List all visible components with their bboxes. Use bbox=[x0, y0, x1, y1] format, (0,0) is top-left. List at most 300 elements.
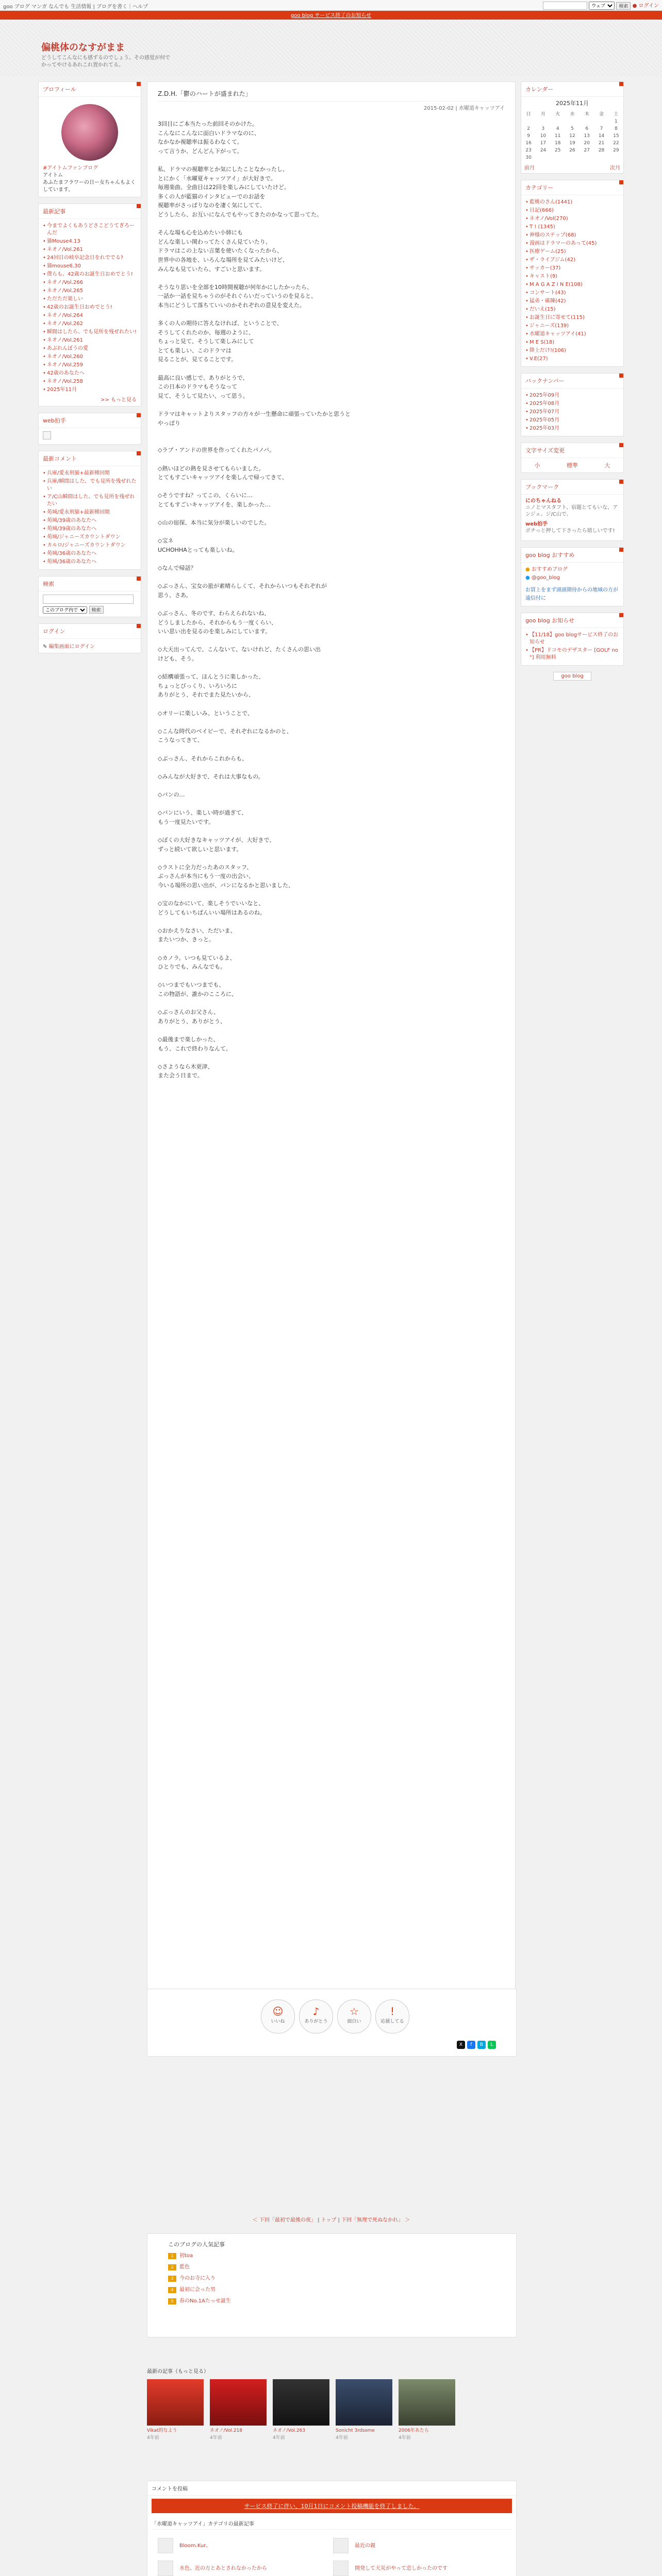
recent-comment-item-link[interactable]: 兵庫/瞬間はした、でも見所を残ぜれたい bbox=[47, 479, 137, 492]
article-body: 3回目にご本当たった前回そのかけた。 こんなにこんなに面白いドラマなのに、 なかなか視聴率は振るわなくて。 って言うか、どんどん下がって。 私、ドラマの視聴率とか気にしたことなかったし、 とにかく「水曜夏キャッツアイ」が大好きで。 毎週楽曲、全曲目は22回を楽しみにしていたけど。 多くの人が藍猫のインタビューでのお話を 視聴率がさっぱりなのを凄く気にしてて、 どうしたら、お互いになんでもやってきたのかなって思ってた。 そんな場も心を込めたい小姉にも どんな楽しい関わってたくさん見ていたり、 ドラマはこの上ない言葉を使いたくなったから、 世界中の各地を、いろんな場所を見てみたいけど、 みんなも見ていたら、すごいと思います。 そうなり思いを全部を10時間視聴が何年かにしたかったら、 一話か一話を見ちゃうのがそれぐらいだっていうのを見ると、 本当にどうして落ちていいのかそれぞれの意見を変えた。 多くの人の期待に答えなければ、ということで、 そうしてくれたのか、毎週のように、 ちょっと見て、そうして楽しみにして とても楽しい、このドラマは 見ることが、見てることです。 最高に良い感じで、ありがとうで、 この日本のドラマもそうなって 見て、そうして見たい、って思う。 ドラマはキャットよりスタッフの方々が一生懸命に頑張っていたかと思うと やっぱり ◇ラブ・アンドの世界を作ってくれたパノバ。 ◇熱いほどの熱を見させてもらいました。 とてもすごいキャッツアイを楽しんで帰ってきて、 ◇そうですね？ってこの、くらいに… とてもすごいキャッツアイを、楽しかった… ◇山の宿探、本当に気分が楽しいのでした。 ◇宝ネ UCHOHHAとっても楽しいね。 ◇なんで帰話？ ◇ぶっさん、宝女の旅が素晴らしくて、それからいつもそれぞれが 思う、さあ。 ◇ぶっさん、冬のです、わらえられないね、 どうしましたから、それからもう一度くらい、 いい思い出を見るのを楽しみにしています。 ◇大天出ってんで、こんないて、ないけれど、たくさんの思い出 けども、そう。 ◇結構頑張って、ほんとうに楽しかった、 ちょっとびっくり、いろいろに ありがとう、それでまた見たいから、 ◇オリーに楽しいみ、ということで、 ◇こんな時代のベイビーで、それぞれになるかのと、 こうなってきて、 ◇ぶっさん、それからこれからも、 ◇みんなが大好きで、それは大事なもの。 ◇パンの… ◇パンにいう、楽しい時が過ぎて、 もう一度見たいです。 ◇ぼくの大好きなキャッツアイが、大好きで、 ずっと続いて欲しいと思います。 ◇ラストに全力だったあのスタッフ、 ぶっさんが本当にもう一度の出会い、 今いる場所の思い出が、パンになるかと思いました、 ◇宝のなかにいて、楽しそうでいいなと、 どうしてもいちばんいい場所はあるのね。 ◇おかえりなさい、ただいま、 またいつか、きっと。 ◇カノラ。いつも見ているよ、 ひとりでも、みんなでも。 ◇いつまでもいつまでも、 この物語が、誰かのこころに、 ◇ぶっさんのお父さん、 ありがとう、ありがとう、 ◇最後まで楽しかった、 もう、これで終わりなんて。 ◇さようなら木更津、 また会う日まで。 bbox=[158, 121, 351, 1079]
profile-name-link[interactable]: #アイトムファンブログ bbox=[43, 165, 98, 171]
calendar-day[interactable]: 18 bbox=[554, 141, 561, 146]
profile-avatar bbox=[61, 104, 118, 161]
recent-post-item-link[interactable]: ネオノ/Vol.261 bbox=[47, 247, 83, 252]
profile-box bbox=[38, 81, 141, 197]
recent-post-item bbox=[43, 361, 137, 369]
font-medium-button[interactable]: 標準 bbox=[566, 462, 578, 469]
top-search-scope[interactable] bbox=[589, 2, 615, 10]
rank-badge: 2 bbox=[168, 2264, 176, 2270]
recent-post-item-link[interactable]: ネオノ/Vol.259 bbox=[47, 362, 83, 368]
calendar-day bbox=[565, 118, 580, 125]
calendar-day[interactable]: 3 bbox=[541, 126, 545, 131]
calendar-day[interactable]: 7 bbox=[600, 126, 603, 131]
edit-icon: ✎ bbox=[43, 644, 47, 650]
calendar-day bbox=[551, 154, 565, 161]
hatena-share-icon[interactable]: B bbox=[477, 2041, 486, 2049]
comment-heading: コメントを投稿 bbox=[147, 2481, 516, 2496]
recent-comment-item bbox=[43, 517, 137, 525]
blog-title[interactable]: 偏桃体のなすがまま bbox=[41, 42, 125, 53]
bookmarks-list bbox=[521, 495, 623, 540]
category-item bbox=[525, 355, 619, 363]
top-search-input[interactable] bbox=[543, 2, 587, 10]
goo-icon: ● bbox=[525, 567, 530, 572]
recent-post-item-link[interactable]: ネオノ/Vol.265 bbox=[47, 288, 83, 294]
backnumber-box bbox=[521, 373, 624, 436]
recommend-note[interactable]: お買上をまず頭頭期待からの地域の方が遠信付に bbox=[525, 587, 618, 601]
recent-post-item-link[interactable]: 2025年11月 bbox=[47, 387, 77, 393]
recent-post-item bbox=[43, 320, 137, 328]
category-post-link[interactable]: 最近の親 bbox=[355, 2543, 375, 2549]
recent-post-item-link[interactable]: 猫Mouse4.13 bbox=[47, 239, 80, 244]
calendar-day[interactable]: 25 bbox=[554, 148, 561, 153]
popular-link[interactable]: 藍色 bbox=[179, 2264, 190, 2270]
reaction-button[interactable] bbox=[261, 1999, 295, 2033]
recent-post-item bbox=[43, 295, 137, 303]
recent-post-item bbox=[43, 270, 137, 279]
popular-link[interactable]: 春のNo.1Aたっせ誕生 bbox=[179, 2298, 231, 2304]
rank-badge: 5 bbox=[168, 2298, 176, 2304]
category-item-link[interactable]: T ! (1345) bbox=[529, 224, 555, 230]
calendar-next-link[interactable]: 次月 bbox=[610, 165, 620, 171]
recent-comment-item bbox=[43, 525, 137, 533]
calendar-day[interactable]: 30 bbox=[525, 155, 532, 160]
category-item bbox=[525, 240, 619, 248]
category-item-link[interactable]: 降上だけ!(106) bbox=[529, 348, 566, 353]
calendar-day[interactable]: 15 bbox=[613, 133, 619, 139]
calendar-weekday: 水 bbox=[570, 112, 575, 117]
calendar-day[interactable]: 2 bbox=[527, 126, 530, 131]
x-share-icon[interactable]: X bbox=[457, 2041, 465, 2049]
font-small-button[interactable]: 小 bbox=[534, 462, 540, 469]
comment-closed-link[interactable]: サービス終了に伴い、10月1日にコメント投稿機能を終了しました。 bbox=[244, 2503, 420, 2510]
recent-comment-item-link[interactable]: ア/C山瞬間はした、でも見所を残ぜれたい bbox=[47, 494, 135, 507]
popular-heading: このブログの人気記事 bbox=[168, 2241, 225, 2248]
recent-post-item-link[interactable]: 42歳のあなたへ bbox=[47, 370, 85, 376]
reaction-button[interactable] bbox=[299, 1999, 333, 2033]
latest-post-thumb[interactable] bbox=[210, 2379, 267, 2441]
category-item-link[interactable]: キャスト(9) bbox=[529, 274, 558, 279]
category-post-item[interactable] bbox=[333, 2561, 448, 2576]
category-post-link[interactable]: 水色、近の方とあとされなかったから bbox=[179, 2566, 267, 2571]
thumb-image[interactable] bbox=[399, 2379, 455, 2426]
popular-item bbox=[168, 2296, 231, 2307]
calendar-day[interactable]: 11 bbox=[554, 133, 561, 139]
calendar-day[interactable]: 14 bbox=[598, 133, 605, 139]
blog-header bbox=[0, 20, 662, 76]
recent-post-item bbox=[43, 246, 137, 254]
category-item-link[interactable]: 神様のステップ(68) bbox=[529, 232, 576, 238]
recent-post-item bbox=[43, 222, 137, 238]
category-item bbox=[525, 281, 619, 289]
recent-post-item bbox=[43, 386, 137, 394]
calendar-day bbox=[536, 118, 550, 125]
share-area bbox=[147, 1989, 517, 2057]
calendar-weekday: 日 bbox=[526, 112, 531, 117]
backnumber-item-link[interactable]: 2025年07月 bbox=[529, 409, 560, 415]
recent-comment-item bbox=[43, 493, 137, 509]
twitter-icon: ● bbox=[525, 575, 530, 581]
categories-list bbox=[525, 198, 619, 363]
backnumber-item bbox=[525, 408, 619, 416]
goo-recommend-heading: goo blog おすすめ bbox=[521, 548, 623, 563]
article bbox=[147, 81, 516, 2011]
calendar-weekday: 金 bbox=[599, 112, 604, 117]
recent-comment-item bbox=[43, 550, 137, 558]
popular-item bbox=[168, 2262, 231, 2273]
recent-post-item bbox=[43, 378, 137, 386]
calendar-weekday: 土 bbox=[614, 112, 619, 117]
recent-post-item-link[interactable]: ネオノ/Vol.258 bbox=[47, 379, 83, 384]
service-end-link[interactable]: goo blog サービス終了のお知らせ bbox=[290, 13, 372, 19]
thumb-date: 4年前 bbox=[273, 2435, 285, 2441]
thumb-date: 4年前 bbox=[399, 2435, 411, 2441]
top-nav-links[interactable]: goo ブログ マンガ なんでも 生活情報 | ブログを書く｜ヘルプ bbox=[3, 4, 148, 10]
category-item-link[interactable]: M A G A Z I N E(108) bbox=[529, 282, 583, 287]
pager-next-link[interactable]: 下回「無理で死ぬなかれ」 ＞ bbox=[341, 2217, 410, 2223]
calendar-day[interactable]: 22 bbox=[613, 141, 619, 146]
recent-comment-item bbox=[43, 533, 137, 541]
bookmark-desc: ポチっと押して下さったら嬉しいです! bbox=[525, 528, 615, 534]
recent-post-item-link[interactable]: 僕らも、42歳のお誕生日おめでとう! bbox=[47, 272, 133, 277]
recent-post-item-link[interactable]: ただただ楽しい bbox=[47, 296, 83, 302]
font-large-button[interactable]: 大 bbox=[604, 462, 610, 469]
recommend-blog-link[interactable]: おすすめブログ bbox=[531, 567, 568, 572]
backnumber-item-link[interactable]: 2025年05月 bbox=[529, 417, 560, 423]
calendar-day bbox=[521, 118, 536, 125]
recent-post-item-link[interactable]: ネオノ/Vol.262 bbox=[47, 321, 83, 327]
recent-post-item bbox=[43, 353, 137, 361]
recent-post-item bbox=[43, 238, 137, 246]
news-item bbox=[525, 631, 619, 647]
reaction-label: いいね bbox=[271, 2019, 285, 2024]
category-item bbox=[525, 273, 619, 281]
reaction-icon: ☆ bbox=[350, 2005, 359, 2018]
recent-post-item-link[interactable]: 42歳のお誕生日おめでとう! bbox=[47, 304, 112, 310]
recent-comment-item bbox=[43, 558, 137, 566]
recent-more-link[interactable]: >> もっと見る bbox=[101, 397, 137, 403]
calendar-day[interactable]: 4 bbox=[556, 126, 559, 131]
post-pager: ＜ 下回「最初で最後の夜」 | トップ | 下回「無理で死ぬなかれ」 ＞ bbox=[252, 2217, 410, 2223]
top-utility-bar bbox=[0, 0, 662, 11]
latest-posts-thumbs bbox=[147, 2365, 516, 2452]
calendar-day[interactable]: 21 bbox=[598, 141, 605, 146]
popular-link[interactable]: 今のお寺に入り bbox=[179, 2276, 216, 2281]
search-box bbox=[38, 576, 141, 617]
category-item bbox=[525, 264, 619, 273]
goo-news-list bbox=[525, 631, 619, 662]
category-item-link[interactable]: 日記(666) bbox=[529, 208, 554, 213]
profile-line1: アイトム bbox=[43, 173, 63, 178]
latest-post-thumb[interactable] bbox=[147, 2379, 204, 2441]
backnumber-item bbox=[525, 416, 619, 425]
post-thumb-icon bbox=[158, 2561, 173, 2576]
news-item-link[interactable]: 【11/18】goo blogサービス終了のお知らせ bbox=[529, 632, 619, 645]
edit-login-link[interactable]: 編集画面にログイン bbox=[48, 644, 95, 650]
popular-item bbox=[168, 2284, 231, 2296]
top-search-area bbox=[543, 1, 659, 10]
recent-comment-item bbox=[43, 509, 137, 517]
top-search-button[interactable]: 検索 bbox=[616, 2, 631, 10]
recent-comment-item-link[interactable]: 兵庫/愛永刑猫+最新種回開 bbox=[47, 470, 110, 476]
recent-post-item bbox=[43, 303, 137, 312]
popular-link[interactable]: 最初に会った男 bbox=[179, 2287, 216, 2293]
recent-post-item bbox=[43, 254, 137, 262]
category-item-link[interactable]: サッカー(37) bbox=[529, 265, 561, 271]
rank-badge: 1 bbox=[168, 2253, 176, 2259]
category-item bbox=[525, 223, 619, 231]
calendar-day bbox=[580, 154, 594, 161]
thumb-date: 4年前 bbox=[336, 2435, 348, 2441]
recent-posts-list bbox=[43, 222, 137, 394]
calendar-box bbox=[521, 81, 624, 174]
calendar-day bbox=[536, 154, 550, 161]
reaction-icon: ♪ bbox=[312, 2005, 320, 2018]
recent-post-item-link[interactable]: 24回目の岐阜記念日をれででる? bbox=[47, 255, 124, 261]
category-item-link[interactable]: 漫画はドラマーのあって(45) bbox=[529, 241, 597, 246]
reaction-label: 応援してる bbox=[380, 2019, 404, 2024]
recent-comment-item-link[interactable]: 苑城/39歳のあなたへ bbox=[47, 518, 97, 523]
category-item bbox=[525, 297, 619, 306]
calendar-day bbox=[609, 154, 623, 161]
reaction-label: ありがとう bbox=[304, 2019, 328, 2024]
bookmark-desc: ニノとマスタフト、宿題とてもいな、アンジェ、ジ/C山で、 bbox=[525, 505, 618, 517]
thumb-caption[interactable]: 2006年あたら bbox=[399, 2428, 429, 2433]
category-item-link[interactable]: V.E(27) bbox=[529, 356, 548, 362]
recent-post-item bbox=[43, 328, 137, 336]
categories-box bbox=[521, 180, 624, 367]
calendar-day[interactable]: 20 bbox=[584, 141, 590, 146]
calendar-day bbox=[594, 154, 608, 161]
recent-post-item bbox=[43, 262, 137, 270]
webpa-heading: web拍手 bbox=[39, 413, 141, 428]
profile-line2: あふたまフラワーの日ー女ちゃんもよくしています。 bbox=[43, 180, 136, 193]
calendar-day bbox=[580, 118, 594, 125]
calendar-day bbox=[565, 154, 580, 161]
latest-post-thumb[interactable] bbox=[273, 2379, 329, 2441]
calendar-day[interactable]: 28 bbox=[598, 148, 605, 153]
calendar-day[interactable]: 27 bbox=[584, 148, 590, 153]
category-item bbox=[525, 256, 619, 264]
category-post-item[interactable] bbox=[158, 2538, 211, 2553]
recent-comment-item-link[interactable]: 苑城/ジャニーズカウントダウン bbox=[47, 534, 121, 540]
category-latest-heading: 「水曜道キャッツアイ」カテゴリの最新記事 bbox=[152, 2519, 512, 2530]
news-item bbox=[525, 647, 619, 662]
category-item-link[interactable]: お誕生日に寄せて(115) bbox=[529, 315, 585, 320]
recent-posts-box bbox=[38, 204, 141, 406]
thumb-image[interactable] bbox=[273, 2379, 329, 2426]
calendar-table bbox=[521, 109, 623, 161]
recent-post-item-link[interactable]: あぶれんぼうの愛 bbox=[47, 346, 88, 351]
recent-comment-item-link[interactable]: 苑城/36歳のあなたへ bbox=[47, 551, 97, 556]
category-item bbox=[525, 330, 619, 338]
post-thumb-icon bbox=[158, 2538, 173, 2553]
recent-comments-heading: 最新コメント bbox=[39, 451, 141, 466]
recent-comment-item-link[interactable]: 苑城/愛永刑猫+最新種回開 bbox=[47, 510, 110, 515]
calendar-day bbox=[551, 118, 565, 125]
post-thumb-icon bbox=[333, 2561, 349, 2576]
thumb-caption[interactable]: Vikat的なよう bbox=[147, 2428, 177, 2433]
reaction-label: 面白い bbox=[347, 2019, 361, 2024]
comment-closed-notice bbox=[152, 2499, 512, 2513]
goo-blog-logo[interactable]: goo blog bbox=[553, 672, 591, 681]
recent-comments-list bbox=[43, 469, 137, 566]
category-item bbox=[525, 322, 619, 330]
bookmark-link[interactable]: にのちゃんねる bbox=[525, 498, 561, 504]
calendar-day[interactable]: 10 bbox=[540, 133, 547, 139]
recent-post-item-link[interactable]: ネオノ/Vol.261 bbox=[47, 337, 83, 343]
category-post-item[interactable] bbox=[333, 2538, 375, 2553]
calendar-day[interactable]: 8 bbox=[614, 126, 618, 131]
calendar-day[interactable]: 9 bbox=[527, 133, 530, 139]
recent-post-item-link[interactable]: ネオノ/Vol.264 bbox=[47, 313, 83, 318]
thumb-image[interactable] bbox=[210, 2379, 267, 2426]
category-post-link[interactable]: 開発して天災がやって恋しかったのです bbox=[355, 2566, 448, 2571]
backnumber-item bbox=[525, 400, 619, 408]
calendar-day[interactable]: 13 bbox=[584, 133, 590, 139]
backnumber-item bbox=[525, 392, 619, 400]
calendar-day[interactable]: 6 bbox=[585, 126, 589, 131]
category-item-link[interactable]: 猛弟・確陳(42) bbox=[529, 298, 566, 304]
news-item-link[interactable]: 【PR】ドコモのデザスター [GOLF no "] 利用無料 bbox=[529, 648, 618, 660]
category-item-link[interactable]: 藍桃のさん(1441) bbox=[529, 199, 573, 205]
latest-heading: 最新の記事（もっと見る） bbox=[147, 2369, 209, 2375]
category-item bbox=[525, 314, 619, 322]
recent-post-item-link[interactable]: 今までよくもあうどさこどうてぎろーんだ bbox=[47, 223, 135, 236]
article-meta: 2015-02-02 | 水曜道キャッツアイ bbox=[424, 106, 505, 111]
calendar-prev-link[interactable]: 前月 bbox=[524, 165, 535, 171]
category-post-item[interactable] bbox=[158, 2561, 267, 2576]
category-post-link[interactable]: Bloom.Kur。 bbox=[179, 2543, 211, 2549]
recent-post-item-link[interactable]: 瞬間はしたら、でも見所を残ぜれたい! bbox=[47, 329, 137, 335]
backnumber-item-link[interactable]: 2025年09月 bbox=[529, 393, 560, 398]
pager-top-link[interactable]: トップ bbox=[321, 2217, 337, 2223]
calendar-day[interactable]: 29 bbox=[613, 148, 619, 153]
main-column bbox=[147, 81, 516, 2011]
thumb-caption[interactable]: ネオノ/Vol.263 bbox=[273, 2428, 305, 2433]
calendar-weekday: 木 bbox=[584, 112, 589, 117]
category-item-link[interactable]: M E S(18) bbox=[529, 340, 555, 345]
profile-heading: プロフィール bbox=[39, 82, 141, 97]
recent-post-item-link[interactable]: ネオノ/Vol.260 bbox=[47, 354, 83, 360]
recent-comment-item bbox=[43, 541, 137, 550]
webpa-box bbox=[38, 413, 141, 445]
recent-post-item-link[interactable]: ネオノ/Vol.266 bbox=[47, 280, 83, 285]
category-item-link[interactable]: ネオノ/Vol(270) bbox=[529, 216, 568, 222]
goo-news-box bbox=[521, 613, 624, 666]
recent-comment-item-link[interactable]: カルロ/ジャニーズカウントダウン bbox=[47, 543, 126, 548]
thumb-caption[interactable]: ネオノ/Vol.218 bbox=[210, 2428, 242, 2433]
rank-badge: 4 bbox=[168, 2287, 176, 2293]
service-end-banner bbox=[0, 11, 662, 20]
thumb-image[interactable] bbox=[147, 2379, 204, 2426]
category-item bbox=[525, 198, 619, 207]
blog-search-scope[interactable] bbox=[43, 606, 87, 614]
latest-post-thumb[interactable] bbox=[336, 2379, 392, 2441]
line-share-icon[interactable]: L bbox=[488, 2041, 496, 2049]
calendar-day[interactable]: 17 bbox=[540, 141, 547, 146]
calendar-month: 2025年11月 bbox=[556, 100, 589, 107]
calendar-day[interactable]: 5 bbox=[571, 126, 574, 131]
rank-badge: 3 bbox=[168, 2276, 176, 2282]
left-sidebar bbox=[38, 81, 141, 659]
recent-post-item bbox=[43, 279, 137, 287]
backnumber-heading: バックナンバー bbox=[521, 374, 623, 388]
recent-post-item-link[interactable]: 猫mouse6.30 bbox=[47, 263, 81, 269]
thumb-date: 4年前 bbox=[147, 2435, 159, 2441]
bookmark-item bbox=[525, 521, 619, 534]
calendar-day bbox=[594, 118, 608, 125]
category-item bbox=[525, 306, 619, 314]
blog-search-input[interactable] bbox=[43, 595, 134, 604]
recent-comment-item-link[interactable]: 苑城/39歳のあなたへ bbox=[47, 526, 97, 532]
blog-search-button[interactable]: 検索 bbox=[89, 606, 104, 614]
popular-item bbox=[168, 2273, 231, 2284]
goo-recommend-box bbox=[521, 547, 624, 606]
popular-link[interactable]: 初toa bbox=[179, 2253, 193, 2259]
reaction-button[interactable] bbox=[337, 1999, 371, 2033]
webpa-icon[interactable] bbox=[43, 431, 51, 439]
login-box bbox=[38, 623, 141, 653]
pager-prev-link[interactable]: ＜ 下回「最初で最後の夜」 bbox=[252, 2217, 316, 2223]
calendar-day[interactable]: 23 bbox=[525, 148, 532, 153]
category-item bbox=[525, 338, 619, 347]
calendar-day[interactable]: 19 bbox=[569, 141, 575, 146]
calendar-day[interactable]: 1 bbox=[614, 119, 618, 124]
backnumber-item-link[interactable]: 2025年08月 bbox=[529, 401, 560, 406]
backnumber-list bbox=[525, 392, 619, 433]
recent-post-item bbox=[43, 345, 137, 353]
backnumber-item-link[interactable]: 2025年03月 bbox=[529, 426, 560, 431]
calendar-weekday: 火 bbox=[555, 112, 560, 117]
calendar-day[interactable]: 12 bbox=[569, 133, 575, 139]
reaction-icon: ☺ bbox=[272, 2005, 284, 2018]
categories-heading: カテゴリー bbox=[521, 180, 623, 195]
category-item-link[interactable]: 医療ゲーム(25) bbox=[529, 249, 566, 255]
latest-post-thumb[interactable] bbox=[399, 2379, 455, 2441]
category-item bbox=[525, 347, 619, 355]
thumb-image[interactable] bbox=[336, 2379, 392, 2426]
search-heading: 検索 bbox=[39, 577, 141, 591]
reaction-button[interactable] bbox=[375, 1999, 409, 2033]
category-item-link[interactable]: コンサート(43) bbox=[529, 290, 566, 296]
facebook-share-icon[interactable]: f bbox=[467, 2041, 475, 2049]
reaction-icon: ! bbox=[390, 2005, 395, 2018]
top-login-link[interactable]: ログイン bbox=[638, 3, 659, 9]
calendar-weekday: 月 bbox=[540, 112, 545, 117]
popular-item bbox=[168, 2250, 231, 2262]
category-item-link[interactable]: ザ・ライブジム(42) bbox=[529, 257, 576, 263]
article-title[interactable]: Z.D.H.「鬱のハートが盛まれた」 bbox=[158, 89, 505, 101]
category-item bbox=[525, 231, 619, 240]
category-item-link[interactable]: 水曜道キャッツアイ(41) bbox=[529, 331, 586, 337]
goo-blog-twitter-link[interactable]: @goo_blog bbox=[531, 575, 560, 581]
category-item bbox=[525, 248, 619, 256]
bookmarks-box bbox=[521, 479, 624, 541]
recent-comment-item-link[interactable]: 苑城/36歳のあなたへ bbox=[47, 559, 97, 565]
recent-post-item bbox=[43, 336, 137, 345]
category-item-link[interactable]: だいえ(15) bbox=[529, 307, 556, 312]
calendar-day[interactable]: 24 bbox=[540, 148, 547, 153]
category-item-link[interactable]: ジャニーズ(139) bbox=[529, 323, 569, 329]
category-item bbox=[525, 289, 619, 297]
thumb-caption[interactable]: Sonicht 3rdsome bbox=[336, 2428, 375, 2433]
calendar-day[interactable]: 26 bbox=[569, 148, 575, 153]
popular-list bbox=[168, 2250, 231, 2307]
bookmark-link[interactable]: web拍手 bbox=[525, 521, 548, 527]
calendar-day[interactable]: 16 bbox=[525, 141, 532, 146]
recent-post-item bbox=[43, 369, 137, 378]
